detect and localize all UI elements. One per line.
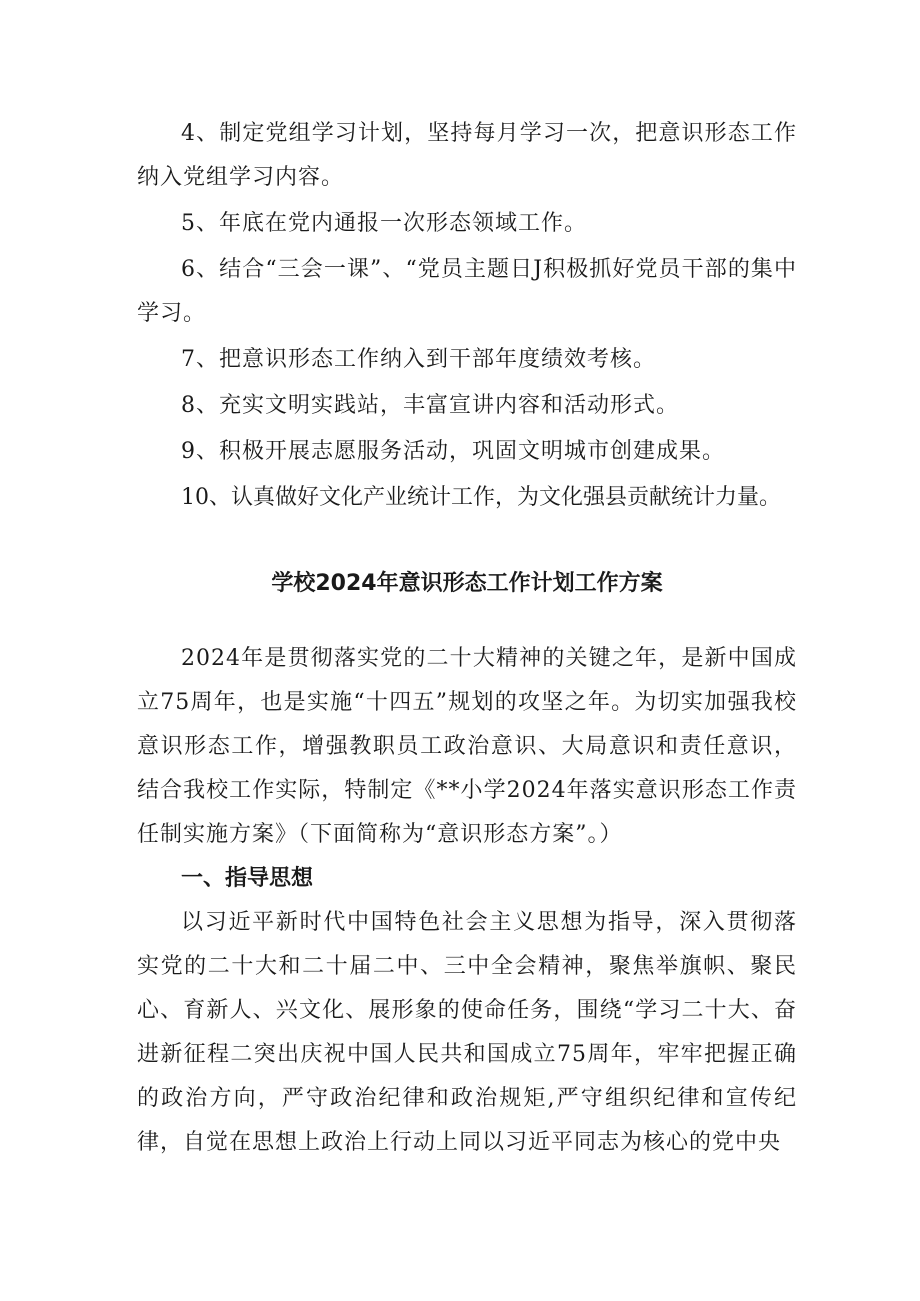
- intro-paragraph: 2024年是贯彻落实党的二十大精神的关键之年，是新中国成立75周年，也是实施“十四五”规划的攻坚之年。为切实加强我校意识形态工作，增强教职员工政治意识、大局意识和责任意识，结合我校工作实际，特制定《**小学2024年落实意识形态工作责任制实施方案》（下面简称为“意识形态方案”。）: [137, 646, 797, 847]
- list-item: 8、充实文明实践站，丰富宣讲内容和活动形式。: [181, 393, 679, 418]
- list-item: 5、年底在党内通报一次形态领域工作。: [181, 211, 587, 236]
- document-title: 学校2024年意识形态工作计划工作方案: [271, 571, 663, 596]
- task-list: [137, 112, 797, 520]
- list-item: 4、制定党组学习计划，坚持每月学习一次，把意识形态工作纳入党组学习内容。: [137, 121, 797, 190]
- section-heading: 一、指导思想: [181, 866, 314, 891]
- list-item: 9、积极开展志愿服务活动，巩固文明城市创建成果。: [181, 439, 725, 464]
- document-content: [137, 112, 797, 1165]
- list-item: 10、认真做好文化产业统计工作，为文化强县贡献统计力量。: [181, 485, 781, 510]
- list-item: 6、结合“三会一课”、“党员主题日J积极抓好党员干部的集中学习。: [137, 257, 797, 326]
- section-body: 以习近平新时代中国特色社会主义思想为指导，深入贯彻落实党的二十大和二十届二中、三中全会精神，聚焦举旗帜、聚民心、育新人、兴文化、展形象的使命任务，围绕“学习二十大、奋进新征程二突出庆祝中国人民共和国成立75周年，牢牢把握正确的政治方向，严守政治纪律和政治规矩,严守组织纪律和宣传纪律，自觉在思想上政治上行动上同以习近平同志为核心的党中央: [137, 910, 797, 1155]
- list-item: 7、把意识形态工作纳入到干部年度绩效考核。: [181, 347, 656, 372]
